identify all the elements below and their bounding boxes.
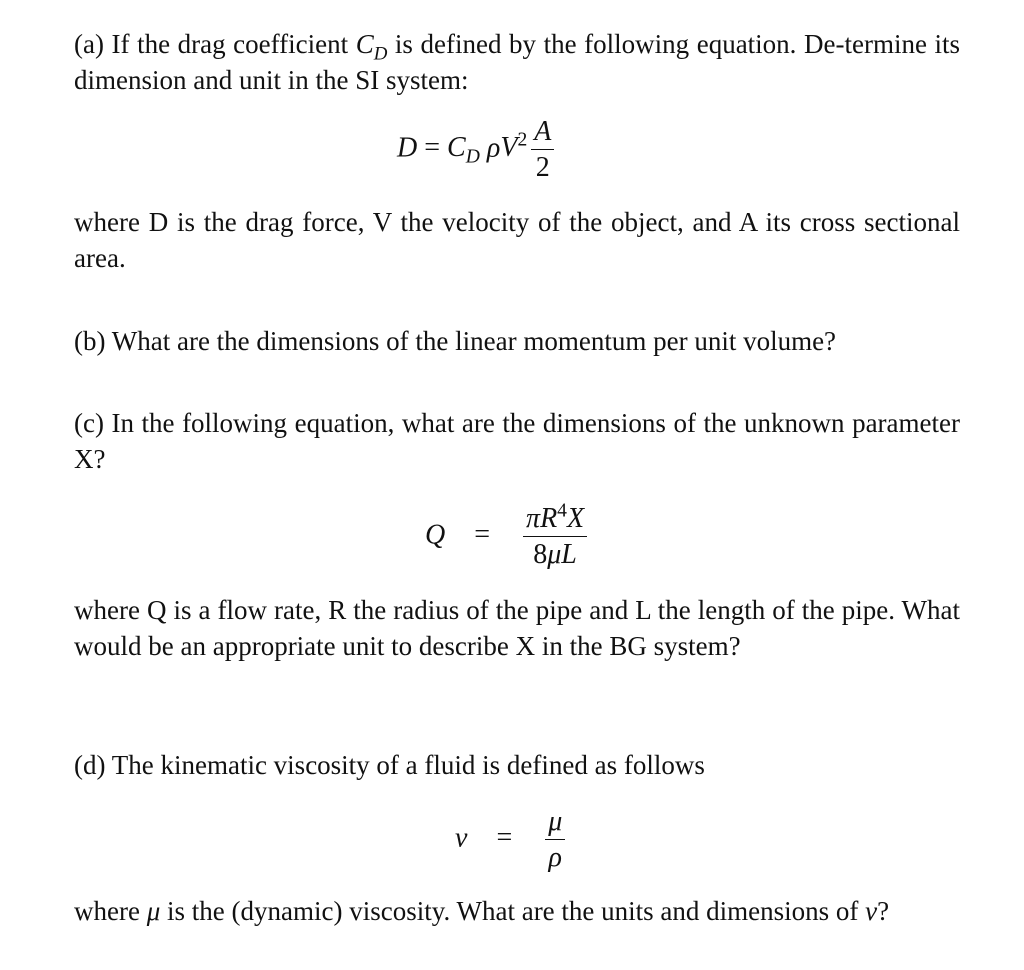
drag-equation-frac-num: A: [531, 118, 554, 150]
drag-equation-cd: $C_D$: [447, 132, 480, 169]
drag-equation-frac-den: 2: [535, 152, 550, 183]
part-c-question: (c) In the following equation, what are the dimensions of the unknown parameter X?: [74, 408, 960, 474]
drag-coefficient-symbol: $C_D$: [355, 29, 388, 65]
flow-equation-denominator: 8μL: [533, 539, 577, 570]
part-a-intro-rest: is defined by the following equation. De-termine its dimension and unit in the SI system:: [74, 29, 961, 95]
part-b-question: (b) What are the dimensions of the linear momentum per unit volume?: [74, 326, 837, 356]
drag-equation-equals: =: [424, 132, 441, 164]
part-c-explanation: where Q is a flow rate, R the radius of the pipe and L the length of the pipe. What would be an appropriate unit to describe X in the BG system?: [74, 595, 960, 661]
drag-equation-lhs: D: [397, 132, 418, 164]
viscosity-equation-frac-num: μ: [545, 808, 565, 840]
viscosity-equation-frac-den: ρ: [548, 842, 562, 873]
drag-equation: [397, 118, 558, 182]
viscosity-equation: [455, 808, 569, 872]
viscosity-equation-lhs: ν: [455, 822, 468, 854]
part-d-question: (d) The kinematic viscosity of a fluid is defined as follows: [74, 750, 705, 780]
drag-equation-v: $V^2$: [500, 130, 528, 164]
part-a-intro: (a) If the drag coefficient: [74, 29, 356, 59]
viscosity-equation-equals: =: [496, 822, 513, 854]
drag-equation-rho: ρ: [486, 132, 501, 164]
mu-symbol: μ: [146, 896, 161, 926]
flow-equation-numerator: $\pi R^4X$: [523, 505, 587, 537]
part-a-question: [74, 26, 960, 98]
viscosity-equation-fraction: [545, 808, 565, 872]
nu-symbol: ν: [865, 896, 878, 926]
flow-equation-lhs: Q: [425, 519, 446, 551]
flow-equation-fraction: [523, 500, 587, 570]
flow-equation: [425, 500, 591, 570]
drag-equation-fraction: [531, 118, 554, 182]
part-a-explanation: where D is the drag force, V the velocity of the object, and A its cross sectional area.: [74, 207, 960, 273]
flow-equation-equals: =: [474, 519, 491, 551]
part-d-explanation: where μ is the (dynamic) viscosity. What are the units and dimensions of ν?: [74, 896, 890, 926]
